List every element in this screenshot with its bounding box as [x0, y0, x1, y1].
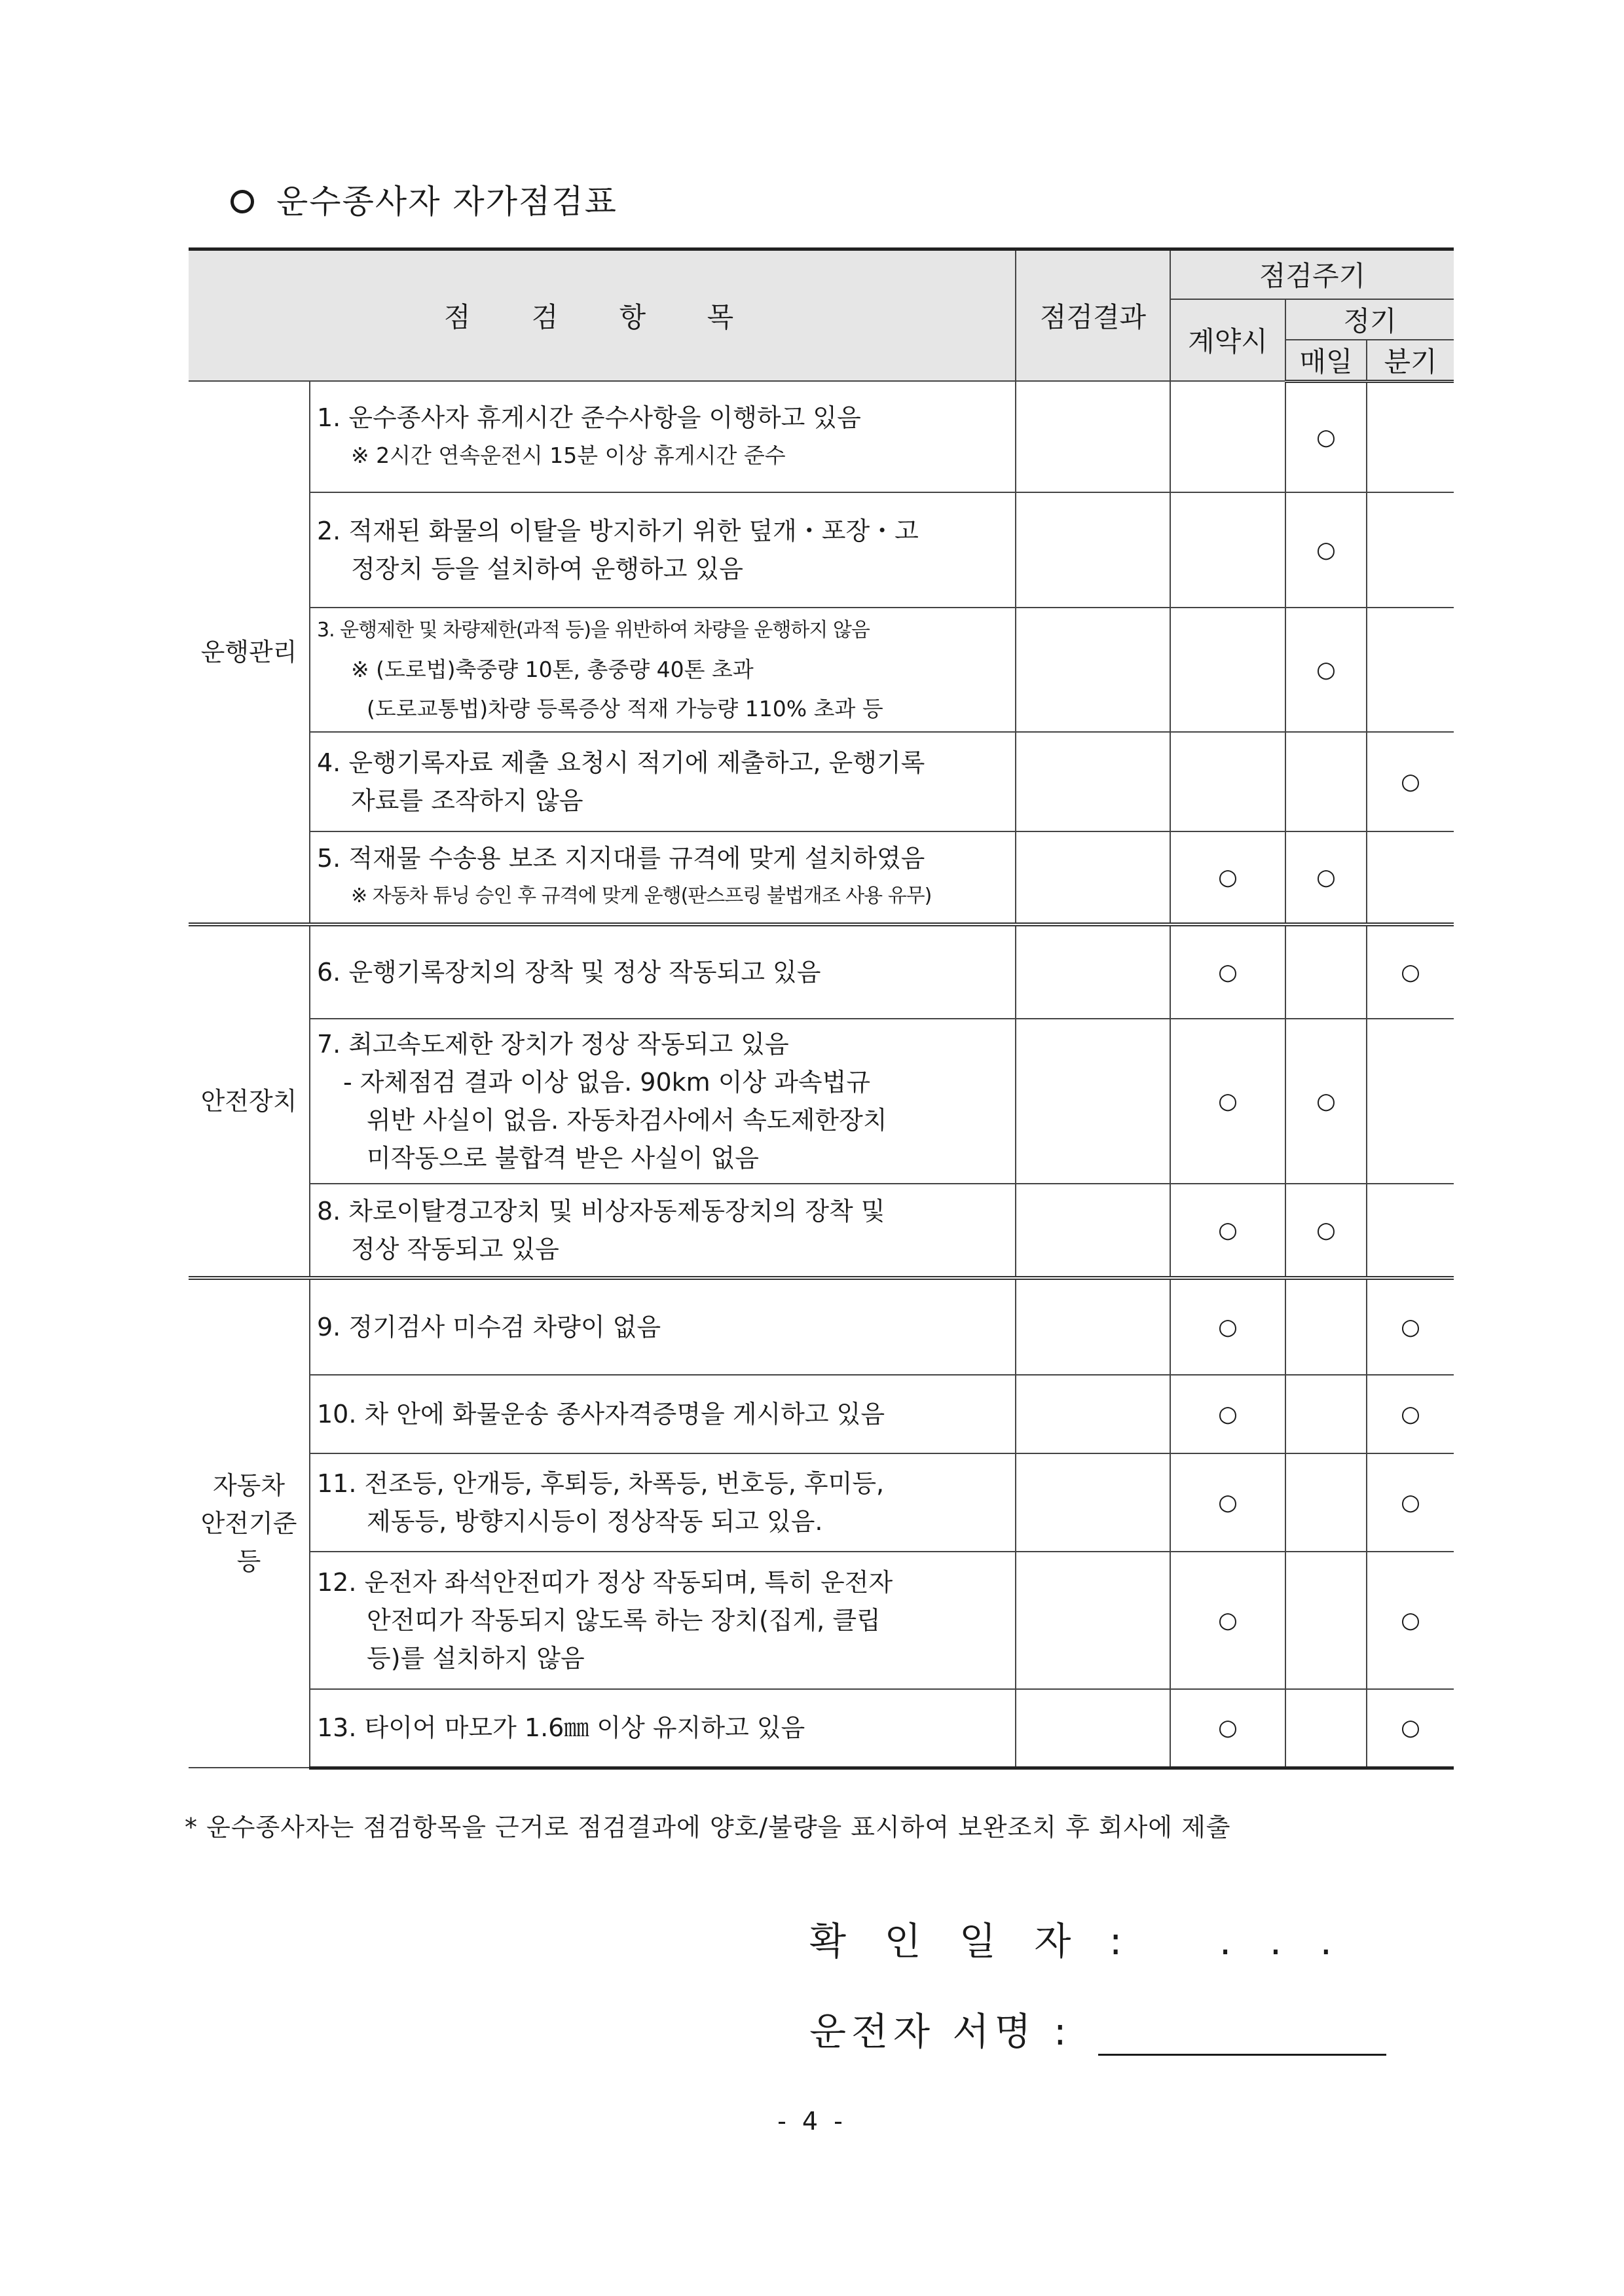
- result-cell[interactable]: [1016, 1019, 1170, 1184]
- result-cell[interactable]: [1016, 1453, 1170, 1552]
- result-cell[interactable]: [1016, 492, 1170, 608]
- contract-mark: ○: [1170, 831, 1285, 924]
- check-item-9: 9. 정기검사 미수검 차량이 없음: [310, 1278, 1016, 1375]
- table-row: [189, 492, 1454, 608]
- contract-mark: ○: [1170, 924, 1285, 1019]
- contract-mark: ○: [1170, 1375, 1285, 1453]
- confirm-date: [809, 1910, 1345, 1965]
- category-vehicle-safety: 자동차 안전기준 등: [189, 1278, 310, 1768]
- table-row: [189, 381, 1454, 492]
- daily-mark: ○: [1285, 1184, 1367, 1278]
- result-cell[interactable]: [1016, 1552, 1170, 1689]
- daily-mark: ○: [1285, 381, 1367, 492]
- contract-mark: ○: [1170, 1278, 1285, 1375]
- page-title: [231, 175, 618, 223]
- header-regular: 정기: [1285, 299, 1454, 340]
- driver-signature: [809, 2001, 1386, 2056]
- result-cell[interactable]: [1016, 608, 1170, 732]
- quarterly-mark: ○: [1367, 1375, 1454, 1453]
- quarterly-mark: ○: [1367, 732, 1454, 831]
- confirm-date-label: 확 인 일 자 :: [809, 1919, 1135, 1963]
- quarterly-mark: ○: [1367, 1689, 1454, 1768]
- check-item-4: 4. 운행기록자료 제출 요청시 적기에 제출하고, 운행기록 자료를 조작하지 않음: [310, 732, 1016, 831]
- signature-label: 운전자 서명 :: [809, 2009, 1072, 2054]
- quarterly-mark: ○: [1367, 1278, 1454, 1375]
- check-item-12: 12. 운전자 좌석안전띠가 정상 작동되며, 특히 운전자 안전띠가 작동되지 않도록 하는 장치(집게, 클립 등)를 설치하지 않음: [310, 1552, 1016, 1689]
- header-daily: 매일: [1285, 340, 1367, 382]
- page-title-text: 운수종사자 자가점검표: [276, 183, 618, 221]
- table-row: [189, 608, 1454, 732]
- table-row: [189, 1552, 1454, 1689]
- daily-mark: ○: [1285, 831, 1367, 924]
- check-item-2: 2. 적재된 화물의 이탈을 방지하기 위한 덮개・포장・고 정장치 등을 설치하여 운행하고 있음: [310, 492, 1016, 608]
- quarterly-mark: ○: [1367, 924, 1454, 1019]
- table-row: [189, 1019, 1454, 1184]
- header-contract: 계약시: [1170, 299, 1285, 382]
- table-row: [189, 1375, 1454, 1453]
- table-row: [189, 1453, 1454, 1552]
- page-number: - 4 -: [777, 2107, 847, 2136]
- check-item-5: 5. 적재물 수송용 보조 지지대를 규격에 맞게 설치하였음 ※ 자동차 튜닝 승인 후 규격에 맞게 운행(판스프링 불법개조 사용 유무): [310, 831, 1016, 924]
- header-cycle: 점검주기: [1170, 249, 1454, 299]
- check-item-3: 3. 운행제한 및 차량제한(과적 등)을 위반하여 차량을 운행하지 않음 ※ (도로법)축중량 10톤, 총중량 40톤 초과 (도로교통법)차량 등록증상 적재 가능량 110% 초과 등: [310, 608, 1016, 732]
- table-row: [189, 1184, 1454, 1278]
- check-item-1: 1. 운수종사자 휴게시간 준수사항을 이행하고 있음 ※ 2시간 연속운전시 15분 이상 휴게시간 준수: [310, 381, 1016, 492]
- footnote: * 운수종사자는 점검항목을 근거로 점검결과에 양호/불량을 표시하여 보완조치 후 회사에 제출: [185, 1813, 1231, 1842]
- result-cell[interactable]: [1016, 831, 1170, 924]
- signature-line[interactable]: [1098, 2014, 1386, 2056]
- result-cell[interactable]: [1016, 732, 1170, 831]
- table-row: [189, 831, 1454, 924]
- check-item-11: 11. 전조등, 안개등, 후퇴등, 차폭등, 번호등, 후미등, 제동등, 방향지시등이 정상작동 되고 있음.: [310, 1453, 1016, 1552]
- result-cell[interactable]: [1016, 1278, 1170, 1375]
- result-cell[interactable]: [1016, 1184, 1170, 1278]
- contract-mark: ○: [1170, 1453, 1285, 1552]
- daily-mark: ○: [1285, 608, 1367, 732]
- table-row: [189, 924, 1454, 1019]
- contract-mark: ○: [1170, 1184, 1285, 1278]
- result-cell[interactable]: [1016, 381, 1170, 492]
- circle-bullet-icon: [231, 190, 254, 213]
- daily-mark: ○: [1285, 1019, 1367, 1184]
- table-row: [189, 1278, 1454, 1375]
- result-cell[interactable]: [1016, 1689, 1170, 1768]
- check-item-7: 7. 최고속도제한 장치가 정상 작동되고 있음 - 자체점검 결과 이상 없음. 90km 이상 과속법규 위반 사실이 없음. 자동차검사에서 속도제한장치 미작동으로 불합격 받은 사실이 없음: [310, 1019, 1016, 1184]
- quarterly-mark: ○: [1367, 1453, 1454, 1552]
- category-operation: 운행관리: [189, 381, 310, 924]
- check-item-13: 13. 타이어 마모가 1.6㎜ 이상 유지하고 있음: [310, 1689, 1016, 1768]
- table-row: [189, 1689, 1454, 1768]
- confirm-date-field[interactable]: . . .: [1219, 1919, 1346, 1963]
- result-cell[interactable]: [1016, 924, 1170, 1019]
- daily-mark: ○: [1285, 492, 1367, 608]
- self-check-table: [189, 247, 1454, 1770]
- contract-mark: ○: [1170, 1689, 1285, 1768]
- check-item-10: 10. 차 안에 화물운송 종사자격증명을 게시하고 있음: [310, 1375, 1016, 1453]
- category-safety-device: 안전장치: [189, 924, 310, 1278]
- table-row: [189, 732, 1454, 831]
- header-item: 점 검 항 목: [189, 249, 1016, 382]
- contract-mark: ○: [1170, 1552, 1285, 1689]
- check-item-8: 8. 차로이탈경고장치 및 비상자동제동장치의 장착 및 정상 작동되고 있음: [310, 1184, 1016, 1278]
- check-item-6: 6. 운행기록장치의 장착 및 정상 작동되고 있음: [310, 924, 1016, 1019]
- header-quarterly: 분기: [1367, 340, 1454, 382]
- quarterly-mark: ○: [1367, 1552, 1454, 1689]
- contract-mark: ○: [1170, 1019, 1285, 1184]
- header-result: 점검결과: [1016, 249, 1170, 382]
- result-cell[interactable]: [1016, 1375, 1170, 1453]
